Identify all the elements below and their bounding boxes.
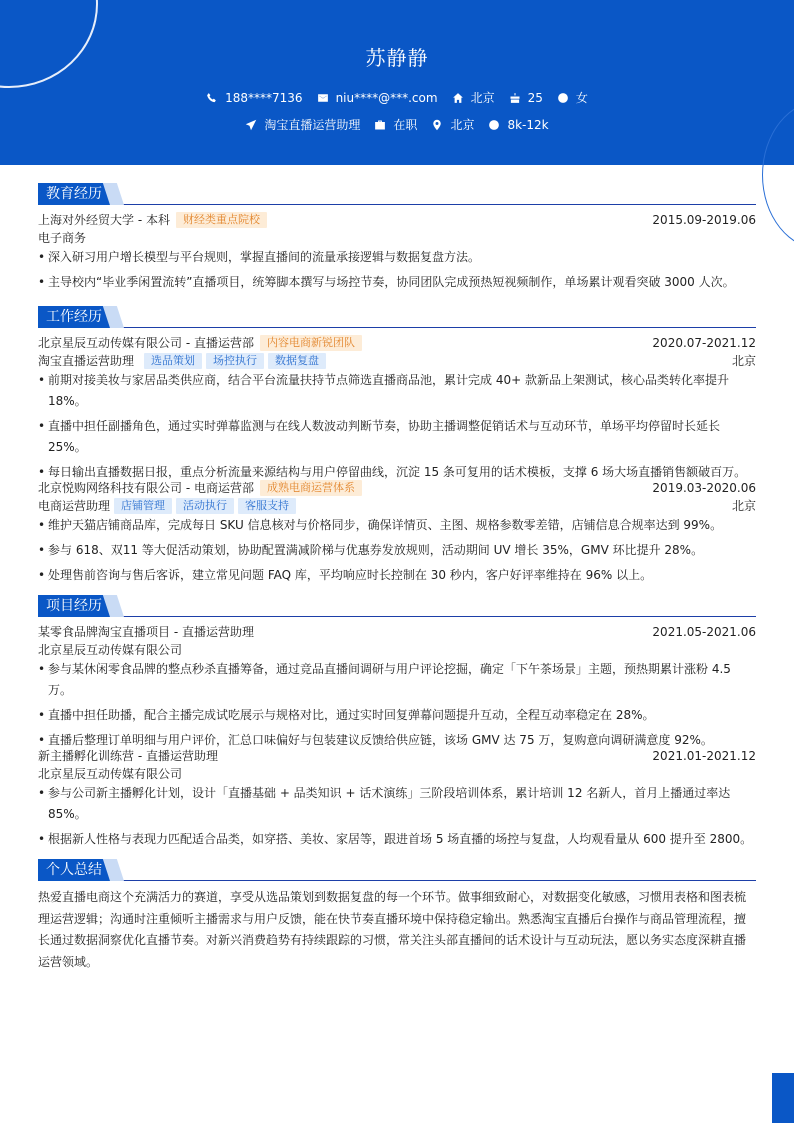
hometown-text: 北京 <box>470 91 495 105</box>
age-info <box>509 91 543 105</box>
job-role: 电商运营助理 <box>38 499 111 513</box>
list-item: • 直播中担任副播角色，通过实时弹幕监测与在线人数波动判断节奏，协助主播调整促销话术与互动环节，单场平均停留时长延长 25%。 <box>38 416 756 458</box>
phone-info <box>206 91 302 105</box>
gender-info <box>557 89 588 106</box>
decorative-block <box>772 1073 794 1123</box>
school-degree: 上海对外经贸大学 - 本科 <box>38 213 170 227</box>
project-name-line <box>38 623 756 641</box>
project-company: 北京星辰互动传媒有限公司 <box>38 643 183 657</box>
cake-icon <box>509 92 521 104</box>
contact-info-row <box>0 89 794 106</box>
job-bullets <box>38 515 756 586</box>
education-section <box>38 183 756 293</box>
education-major: 电子商务 <box>38 231 87 245</box>
section-header <box>38 859 756 881</box>
job-city: 北京 <box>731 499 756 513</box>
job-role-line <box>38 352 756 370</box>
section-title: 教育经历 <box>38 183 110 205</box>
email-text: niu****@***.com <box>335 90 438 105</box>
skill-tag: 选品策划 <box>144 353 202 369</box>
company-tag: 内容电商新锐团队 <box>260 335 362 351</box>
project-entry <box>38 747 756 850</box>
salary-info <box>488 118 548 132</box>
section-header <box>38 183 756 205</box>
job-company: 北京星辰互动传媒有限公司 - 直播运营部 <box>38 336 254 350</box>
gender-text: 女 <box>575 91 588 105</box>
section-header <box>38 306 756 328</box>
school-tag: 财经类重点院校 <box>176 212 267 228</box>
list-item: • 参与 618、双11 等大促活动策划，协助配置满减阶梯与优惠券发放规则，活动期间 UV 增长 35%，GMV 环比提升 28%。 <box>38 540 756 561</box>
project-bullets <box>38 659 756 751</box>
job-company-line <box>38 334 756 352</box>
gender-icon <box>557 92 569 104</box>
mail-icon <box>317 92 329 104</box>
skill-tag: 客服支持 <box>238 498 296 514</box>
list-item: • 处理售前咨询与售后客诉，建立常见问题 FAQ 库，平均响应时长控制在 30 秒内，客户好评率维持在 96% 以上。 <box>38 565 756 586</box>
section-title: 项目经历 <box>38 595 110 617</box>
job-company: 北京悦购网络科技有限公司 - 电商运营部 <box>38 481 254 495</box>
phone-text: 188****7136 <box>225 90 303 105</box>
project-bullets <box>38 783 756 850</box>
target-city-text: 北京 <box>450 118 475 132</box>
target-position-text: 淘宝直播运营助理 <box>264 118 361 132</box>
education-bullets <box>38 247 756 293</box>
project-name: 某零食品牌淘宝直播项目 - 直播运营助理 <box>38 625 254 639</box>
candidate-name: 苏静静 <box>365 46 429 70</box>
home-icon <box>452 92 464 104</box>
job-entry <box>38 479 756 586</box>
email-info <box>317 91 438 105</box>
project-date: 2021.01-2021.12 <box>652 749 756 763</box>
summary-text: 热爱直播电商这个充满活力的赛道，享受从选品策划到数据复盘的每一个环节。做事细致耐心，对数据变化敏感，习惯用表格和图表梳理运营逻辑；沟通时注重倾听主播需求与用户反馈，能在快节奏直播环境中保持稳定输出。熟悉淘宝直播后台操作与商品管理流程，擅长通过数据洞察优化直播节奏。对新兴消费趋势有持续跟踪的习惯，常关注头部直播间的话术设计与互动玩法，愿以务实态度深耕直播运营领域。 <box>38 890 747 969</box>
job-date: 2019.03-2020.06 <box>652 481 756 495</box>
target-city-info <box>431 116 474 133</box>
list-item: • 参与公司新主播孵化计划，设计「直播基础 + 品类知识 + 话术演练」三阶段培训体系，累计培训 12 名新人，首月上播通过率达 85%。 <box>38 783 756 825</box>
project-company: 北京星辰互动传媒有限公司 <box>38 767 183 781</box>
project-entry <box>38 623 756 751</box>
skill-tag: 活动执行 <box>176 498 234 514</box>
age-text: 25 <box>527 90 543 105</box>
section-title: 个人总结 <box>38 859 110 881</box>
job-entry <box>38 334 756 483</box>
list-item: • 根据新人性格与表现力匹配适合品类，如穿搭、美妆、家居等，跟进首场 5 场直播的场控与复盘，人均观看量从 600 提升至 2800。 <box>38 829 756 850</box>
section-header <box>38 595 756 617</box>
company-tag: 成熟电商运营体系 <box>260 480 362 496</box>
list-item: • 参与某休闲零食品牌的整点秒杀直播筹备，通过竞品直播间调研与用户评论挖掘，确定「下午茶场景」主题，预热期累计涨粉 4.5 万。 <box>38 659 756 701</box>
target-position-info <box>245 116 360 133</box>
list-item: • 深入研习用户增长模型与平台规则，掌握直播间的流量承接逻辑与数据复盘方法。 <box>38 247 756 268</box>
project-name: 新主播孵化训练营 - 直播运营助理 <box>38 749 218 763</box>
job-date: 2020.07-2021.12 <box>652 336 756 350</box>
skill-tag: 场控执行 <box>206 353 264 369</box>
resume-header <box>0 0 794 165</box>
list-item: • 直播后整理订单明细与用户评价，汇总口味偏好与包装建议反馈给供应链，该场 GMV 达 75 万，复购意向调研满意度 92%。 <box>38 730 756 751</box>
education-date: 2015.09-2019.06 <box>652 213 756 227</box>
list-item: • 直播中担任助播，配合主播完成试吃展示与规格对比，通过实时回复弹幕问题提升互动，全程互动率稳定在 28%。 <box>38 705 756 726</box>
briefcase-icon <box>374 119 386 131</box>
project-section <box>38 595 756 850</box>
hometown-info <box>452 89 495 106</box>
list-item: • 主导校内“毕业季闲置流转”直播项目，统筹脚本撰写与场控节奏，协同团队完成预热短视频制作，单场累计观看突破 3000 人次。 <box>38 272 756 293</box>
skill-tag: 数据复盘 <box>268 353 326 369</box>
job-city: 北京 <box>731 354 756 368</box>
list-item: • 前期对接美妆与家居品类供应商，结合平台流量扶持节点筛选直播商品池，累计完成 40+ 款新品上架测试，核心品类转化率提升 18%。 <box>38 370 756 412</box>
job-status-info <box>374 116 417 133</box>
summary-section <box>38 859 756 973</box>
section-title: 工作经历 <box>38 306 110 328</box>
education-entry-line <box>38 211 756 229</box>
phone-icon <box>206 92 218 104</box>
job-status-text: 在职 <box>393 118 418 132</box>
job-bullets <box>38 370 756 483</box>
work-section <box>38 306 756 586</box>
job-role: 淘宝直播运营助理 <box>38 354 135 368</box>
list-item: • 维护天猫店铺商品库，完成每日 SKU 信息核对与价格同步，确保详情页、主图、规格参数零差错，店铺信息合规率达到 99%。 <box>38 515 756 536</box>
resume-body <box>38 183 756 973</box>
location-icon <box>431 119 443 131</box>
project-date: 2021.05-2021.06 <box>652 625 756 639</box>
job-role-line <box>38 497 756 515</box>
project-name-line <box>38 747 756 765</box>
send-icon <box>245 119 257 131</box>
list-item: • 每日输出直播数据日报，重点分析流量来源结构与用户停留曲线，沉淀 15 条可复用的话术模板，支撑 6 场大场直播销售额破百万。 <box>38 462 756 483</box>
money-icon <box>488 119 500 131</box>
salary-text: 8k-12k <box>507 117 549 132</box>
job-intent-row <box>0 116 794 133</box>
skill-tag: 店铺管理 <box>114 498 172 514</box>
job-company-line <box>38 479 756 497</box>
